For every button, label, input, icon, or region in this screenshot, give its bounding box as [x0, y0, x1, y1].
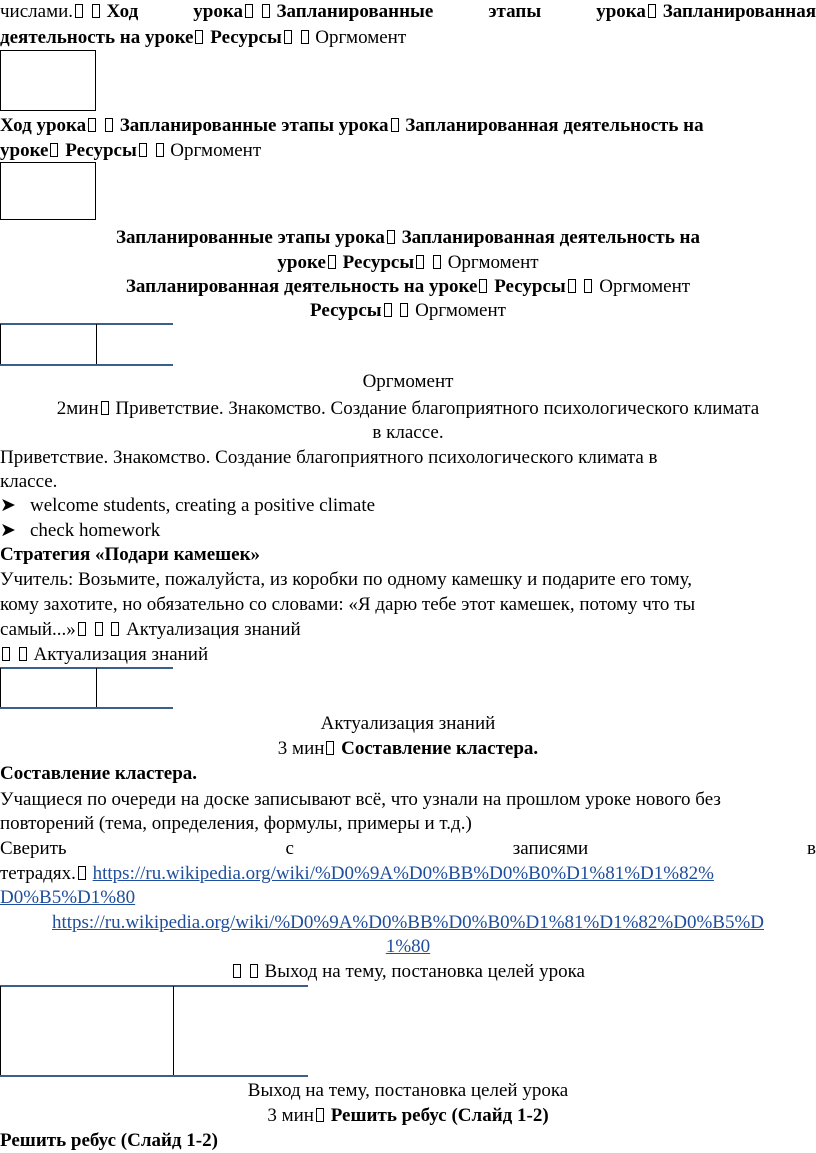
missing-glyph-icon — [400, 303, 408, 317]
table-rule — [96, 324, 97, 364]
missing-glyph-icon — [111, 622, 119, 636]
text: самый...» — [0, 619, 76, 640]
text: урока — [596, 1, 646, 22]
line-3 — [0, 114, 816, 138]
line-30 — [0, 935, 816, 959]
text: Запланированная деятельность на — [405, 115, 704, 136]
wikipedia-link[interactable]: https://ru.wikipedia.org/wiki/%D0%9A%D0%BB%D0%B0%D1%81%D1%82%D0%B5%D — [51, 912, 765, 933]
text: 3 мин — [277, 738, 325, 759]
text: Ход урока — [0, 115, 87, 136]
arrow-bullet-icon: ➤ — [0, 495, 16, 516]
missing-glyph-icon — [2, 647, 10, 661]
text: 3 мин — [267, 1105, 314, 1126]
line-20 — [0, 643, 816, 667]
missing-glyph-icon — [648, 4, 656, 18]
wikipedia-link[interactable]: 1%80 — [385, 936, 431, 957]
line-6 — [0, 251, 816, 275]
text: этапы — [488, 1, 542, 22]
table-rule — [0, 324, 1, 364]
text: Ресурсы — [342, 252, 415, 273]
table-rule — [0, 667, 173, 669]
text: Учитель: Возьмите, пожалуйста, из коробки по одному камешку и подарите его тому, — [0, 569, 692, 590]
table-cell-empty — [0, 50, 96, 111]
line-19 — [0, 618, 816, 642]
missing-glyph-icon — [95, 622, 103, 636]
text: 2мин — [56, 398, 99, 419]
text: Решить ребус (Слайд 1-2) — [330, 1105, 549, 1126]
text: классе. — [0, 471, 58, 492]
line-16 — [0, 543, 816, 567]
table-rule — [0, 707, 173, 709]
text: с — [285, 838, 294, 859]
text: тетрадях. — [0, 863, 76, 884]
line-21 — [0, 712, 816, 736]
text: Оргмомент — [170, 140, 262, 161]
table-rule — [0, 985, 308, 987]
line-18 — [0, 593, 816, 617]
list-item — [0, 494, 816, 518]
missing-glyph-icon — [195, 30, 203, 44]
missing-glyph-icon — [568, 279, 576, 293]
missing-glyph-icon — [75, 4, 83, 18]
text: Учащиеся по очереди на доске записывают всё, что узнали на прошлом уроке нового без — [0, 789, 721, 810]
line-12 — [0, 446, 816, 470]
line-26 — [0, 837, 816, 861]
missing-glyph-icon — [387, 230, 395, 244]
text: Приветствие. Знакомство. Создание благоприятного психологического климата — [115, 398, 760, 419]
line-7 — [0, 275, 816, 299]
text: check homework — [30, 520, 161, 541]
text: повторений (тема, определения, формулы, примеры и т.д.) — [0, 813, 472, 834]
text: Составление кластера. — [341, 738, 539, 759]
line-10 — [0, 397, 816, 421]
line-5 — [0, 226, 816, 250]
line-29 — [0, 911, 816, 935]
missing-glyph-icon — [50, 143, 58, 157]
text: Запланированные этапы урока — [116, 227, 385, 248]
text: welcome students, creating a positive climate — [30, 495, 376, 516]
line-13 — [0, 470, 816, 494]
text: Выход на тему, постановка целей урока — [264, 961, 585, 982]
missing-glyph-icon — [78, 622, 86, 636]
text: деятельность на уроке — [0, 27, 194, 48]
table-rule — [0, 668, 1, 707]
missing-glyph-icon — [156, 143, 164, 157]
line-22 — [0, 737, 816, 761]
missing-glyph-icon — [326, 741, 334, 755]
table-cell-empty — [0, 162, 96, 220]
line-11 — [0, 421, 816, 445]
missing-glyph-icon — [391, 118, 399, 132]
missing-glyph-icon — [301, 30, 309, 44]
missing-glyph-icon — [233, 964, 241, 978]
missing-glyph-icon — [245, 4, 253, 18]
line-2 — [0, 26, 816, 50]
text: Решить ребус (Слайд 1-2) — [0, 1130, 218, 1151]
missing-glyph-icon — [328, 255, 336, 269]
line-23 — [0, 762, 816, 786]
missing-glyph-icon — [139, 143, 147, 157]
line-32 — [0, 1079, 816, 1103]
text: Ресурсы — [210, 27, 282, 48]
text: Ресурсы — [310, 300, 382, 321]
missing-glyph-icon — [78, 866, 86, 880]
table-rule — [0, 1075, 308, 1077]
missing-glyph-icon — [105, 118, 113, 132]
missing-glyph-icon — [92, 4, 100, 18]
line-1 — [0, 0, 816, 24]
missing-glyph-icon — [250, 964, 258, 978]
text: Приветствие. Знакомство. Создание благоприятного психологического климата в — [0, 447, 658, 468]
text: Оргмомент — [362, 371, 454, 392]
missing-glyph-icon — [384, 303, 392, 317]
line-33 — [0, 1104, 816, 1128]
text: Оргмомент — [447, 252, 539, 273]
line-34 — [0, 1129, 816, 1153]
list-item — [0, 519, 816, 543]
missing-glyph-icon — [19, 647, 27, 661]
missing-glyph-icon — [262, 4, 270, 18]
missing-glyph-icon — [88, 118, 96, 132]
wikipedia-link[interactable]: D0%B5%D1%80 — [0, 887, 136, 908]
text: Запланированная деятельность на уроке — [125, 276, 478, 297]
text: Выход на тему, постановка целей урока — [247, 1080, 569, 1101]
line-8 — [0, 299, 816, 323]
text: Актуализация знаний — [33, 644, 209, 665]
line-4 — [0, 139, 816, 163]
text: Ресурсы — [494, 276, 566, 297]
text: уроке — [277, 252, 326, 273]
text: Ход — [106, 1, 139, 22]
missing-glyph-icon — [416, 255, 424, 269]
text: Запланированная деятельность на — [401, 227, 700, 248]
missing-glyph-icon — [101, 401, 109, 415]
missing-glyph-icon — [284, 30, 292, 44]
missing-glyph-icon — [479, 279, 487, 293]
table-rule — [96, 668, 97, 707]
text: в — [807, 838, 816, 859]
text: Составление кластера. — [0, 763, 198, 784]
text: в классе. — [372, 422, 444, 443]
line-25 — [0, 812, 816, 836]
line-17 — [0, 568, 816, 592]
text: Актуализация знаний — [320, 713, 496, 734]
missing-glyph-icon — [433, 255, 441, 269]
wikipedia-link[interactable]: https://ru.wikipedia.org/wiki/%D0%9A%D0%BB%D0%B0%D1%81%D1%82% — [92, 863, 714, 884]
table-rule — [173, 986, 174, 1075]
arrow-bullet-icon: ➤ — [0, 520, 16, 541]
text: записями — [512, 838, 589, 859]
line-31 — [0, 960, 816, 984]
line-24 — [0, 788, 816, 812]
text: числами. — [0, 1, 74, 22]
text: Запланированные этапы урока — [119, 115, 389, 136]
line-9 — [0, 370, 816, 394]
line-27 — [0, 862, 816, 886]
missing-glyph-icon — [316, 1108, 324, 1122]
line-28 — [0, 886, 816, 910]
text: Оргмомент — [315, 27, 407, 48]
text: кому захотите, но обязательно со словами: «Я дарю тебе этот камешек, потому что ты — [0, 594, 696, 615]
missing-glyph-icon — [584, 279, 592, 293]
text: Оргмомент — [415, 300, 506, 321]
table-rule — [0, 986, 1, 1075]
text: Запланированные — [276, 1, 434, 22]
text: Сверить — [0, 838, 67, 859]
text: уроке — [0, 140, 49, 161]
text: урока — [193, 1, 243, 22]
text: Оргмомент — [599, 276, 691, 297]
table-rule — [0, 364, 173, 366]
text: Ресурсы — [65, 140, 137, 161]
text: Запланированная — [662, 1, 816, 22]
table-rule — [0, 323, 173, 325]
text: Актуализация знаний — [126, 619, 301, 640]
text: Стратегия «Подари камешек» — [0, 544, 261, 565]
